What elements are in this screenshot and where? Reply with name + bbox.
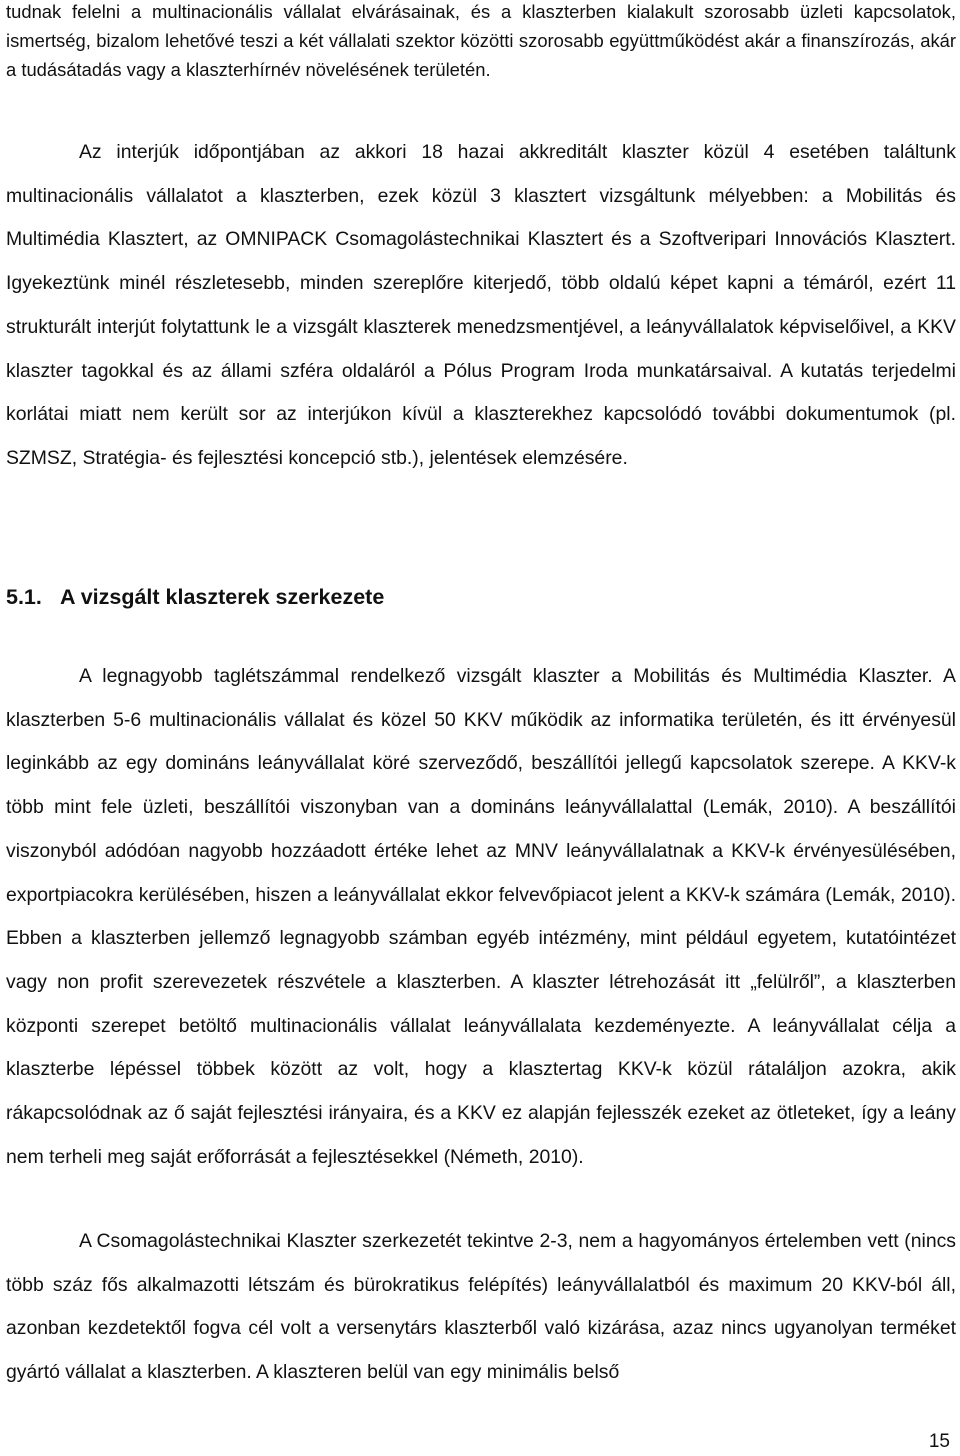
section-title: A vizsgált klaszterek szerkezete	[60, 585, 385, 609]
page-number: 15	[928, 1431, 950, 1452]
paragraph-packaging-cluster: A Csomagolástechnikai Klaszter szerkezetét tekintve 2-3, nem a hagyományos értelemben vett (nincs több száz fős alkalmazotti létszám és bürokratikus felépítés) leányvállalatból és maximum 20 KKV-ból áll, azonban kezdetektől fogva cél volt a versenytárs klaszterből való kizárása, azaz nincs ugyanolyan terméket gyártó vállalat a klaszterben. A klaszteren belül van egy minimális belső	[6, 1230, 956, 1384]
section-number: 5.1.	[6, 585, 42, 609]
paragraph-intro-continuation: tudnak felelni a multinacionális vállalat elvárásainak, és a klaszterben kialakult szorosabb üzleti kapcsolatok, ismertség, bizalom lehetővé teszi a két vállalati szektor közötti szorosabb együttműködést akár a finanszírozás, akár a tudásátadás vagy a klaszterhírnév növelésének területén.	[6, 1, 956, 80]
paragraph-interviews: Az interjúk időpontjában az akkori 18 hazai akkreditált klaszter közül 4 esetében találtunk multinacionális vállalatot a klaszterben, ezek közül 3 klasztert vizsgáltunk mélyebben: a Mobilitás és Multimédia Klasztert, az OMNIPACK Csomagolástechnikai Klasztert és a Szoftveripari Innovációs Klasztert. Igyekeztünk minél részletesebb, minden szereplőre kiterjedő, több oldalú képet kapni a témáról, ezért 11 strukturált interjút folytattunk le a vizsgált klaszterek menedzsmentjével, a leányvállalatok képviselőivel, a KKV klaszter tagokkal és az állami szféra oldaláról a Pólus Program Iroda munkatársaival. A kutatás terjedelmi korlátai miatt nem került sor az interjúkon kívül a klaszterekhez kapcsolódó további dokumentumok (pl. SZMSZ, Stratégia- és fejlesztési koncepció stb.), jelentések elemzésére.	[6, 141, 956, 469]
section-heading	[6, 582, 384, 612]
paragraph-mobility-cluster: A legnagyobb taglétszámmal rendelkező vizsgált klaszter a Mobilitás és Multimédia Klaszter. A klaszterben 5-6 multinacionális vállalat és közel 50 KKV működik az informatika területén, és itt érvényesül leginkább az egy domináns leányvállalat köré szerveződő, beszállítói jellegű kapcsolatok szerepe. A KKV-k több mint fele üzleti, beszállítói viszonyban van a domináns leányvállalattal (Lemák, 2010). A beszállítói viszonyból adódóan nagyobb hozzáadott értéke lehet az MNV leányvállalatnak a KKV-k érvényesülésében, exportpiacokra kerülésében, hiszen a leányvállalat ekkor felvevőpiacot jelent a KKV-k számára (Lemák, 2010). Ebben a klaszterben jellemző legnagyobb számban egyéb intézmény, mint például egyetem, kutatóintézet vagy non profit szerevezetek részvétele a klaszterben. A klaszter létrehozását itt „felülről”, a klaszterben központi szerepet betöltő multinacionális vállalat leányvállalata kezdeményezte. A leányvállalat célja a klaszterbe lépéssel többek között az volt, hogy a klasztertag KKV-k közül rátaláljon azokra, akik rákapcsolódnak az ő saját fejlesztési irányaira, és a KKV ez alapján fejlesszék ezeket az ötleteket, így a leány nem terheli meg saját erőforrását a fejlesztésekkel (Németh, 2010).	[6, 665, 956, 1168]
